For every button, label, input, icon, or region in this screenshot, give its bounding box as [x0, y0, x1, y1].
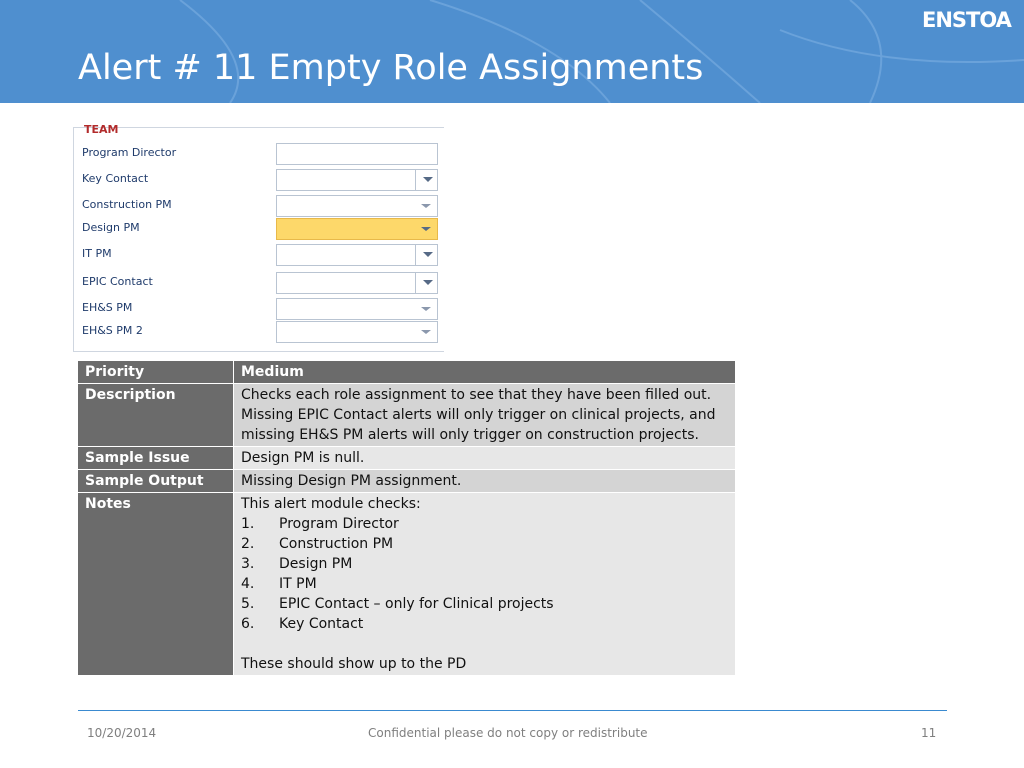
footer-date: 10/20/2014 — [87, 726, 157, 740]
chevron-down-icon[interactable] — [421, 227, 431, 231]
chevron-down-icon[interactable] — [423, 280, 433, 285]
program-director-input[interactable] — [276, 143, 438, 165]
chevron-down-icon[interactable] — [423, 177, 433, 182]
team-form — [73, 123, 444, 352]
field-row-key-contact — [74, 169, 444, 191]
table-row-priority — [78, 361, 736, 384]
notes-label: Notes — [78, 493, 234, 676]
sample-output-value: Missing Design PM assignment. — [234, 470, 736, 493]
table-row-notes — [78, 493, 736, 676]
list-number: 3. — [241, 556, 255, 572]
field-label: EH&S PM 2 — [82, 324, 143, 337]
ehs-pm-2-dropdown[interactable] — [276, 321, 438, 343]
list-number: 4. — [241, 576, 255, 592]
sample-issue-label: Sample Issue — [78, 447, 234, 470]
list-number: 2. — [241, 536, 255, 552]
it-pm-combo[interactable] — [276, 244, 438, 266]
list-item — [241, 614, 728, 634]
field-label: Design PM — [82, 221, 140, 234]
field-label: Program Director — [82, 146, 177, 159]
list-text: Program Director — [279, 516, 399, 532]
ehs-pm-dropdown[interactable] — [276, 298, 438, 320]
list-text: Design PM — [279, 556, 353, 572]
list-text: EPIC Contact – only for Clinical projects — [279, 596, 554, 612]
notes-list — [241, 514, 728, 634]
chevron-down-icon[interactable] — [421, 204, 431, 208]
notes-footer: These should show up to the PD — [241, 656, 467, 672]
footer-divider — [78, 710, 947, 711]
chevron-down-icon[interactable] — [421, 307, 431, 311]
combo-text[interactable] — [277, 245, 416, 265]
team-heading: TEAM — [84, 123, 119, 136]
field-label: Construction PM — [82, 198, 172, 211]
chevron-down-icon[interactable] — [421, 330, 431, 334]
field-row-design-pm — [74, 218, 444, 240]
footer-confidential: Confidential please do not copy or redistribute — [368, 726, 648, 740]
team-divider — [74, 127, 444, 128]
list-item — [241, 534, 728, 554]
list-number: 1. — [241, 516, 255, 532]
priority-value: Medium — [234, 361, 736, 384]
combo-text[interactable] — [277, 170, 416, 190]
table-row-sample-issue — [78, 447, 736, 470]
combo-text[interactable] — [277, 273, 416, 293]
epic-contact-combo[interactable] — [276, 272, 438, 294]
alert-info-table — [77, 360, 736, 676]
slide-header — [0, 0, 1024, 103]
list-text: IT PM — [279, 576, 317, 592]
field-label: EPIC Contact — [82, 275, 153, 288]
field-row-it-pm — [74, 244, 444, 266]
enstoa-logo: ENSTOA — [922, 8, 1011, 32]
field-row-epic-contact — [74, 272, 444, 294]
page-title: Alert # 11 Empty Role Assignments — [78, 48, 704, 88]
field-label: Key Contact — [82, 172, 149, 185]
table-row-description — [78, 384, 736, 447]
sample-issue-value: Design PM is null. — [234, 447, 736, 470]
list-item — [241, 514, 728, 534]
notes-spacer — [241, 634, 728, 654]
list-item — [241, 594, 728, 614]
list-text: Key Contact — [279, 616, 364, 632]
footer-page-number: 11 — [921, 726, 937, 740]
chevron-down-icon[interactable] — [423, 252, 433, 257]
list-number: 6. — [241, 616, 255, 632]
description-label: Description — [78, 384, 234, 447]
list-number: 5. — [241, 596, 255, 612]
field-row-program-director — [74, 143, 444, 165]
field-row-construction-pm — [74, 195, 444, 217]
list-item — [241, 554, 728, 574]
table-row-sample-output — [78, 470, 736, 493]
construction-pm-dropdown[interactable] — [276, 195, 438, 217]
list-item — [241, 574, 728, 594]
list-text: Construction PM — [279, 536, 394, 552]
priority-label: Priority — [78, 361, 234, 384]
description-value: Checks each role assignment to see that they have been filled out. Missing EPIC Contact alerts will only trigger on clinical projects, and missing EH&S PM alerts will only trigger on construction projects. — [234, 384, 736, 447]
design-pm-dropdown[interactable] — [276, 218, 438, 240]
sample-output-label: Sample Output — [78, 470, 234, 493]
field-row-ehs-pm — [74, 298, 444, 320]
field-label: EH&S PM — [82, 301, 133, 314]
field-label: IT PM — [82, 247, 112, 260]
field-row-ehs-pm-2 — [74, 321, 444, 343]
key-contact-combo[interactable] — [276, 169, 438, 191]
notes-intro: This alert module checks: — [241, 496, 421, 512]
notes-value — [234, 493, 736, 676]
